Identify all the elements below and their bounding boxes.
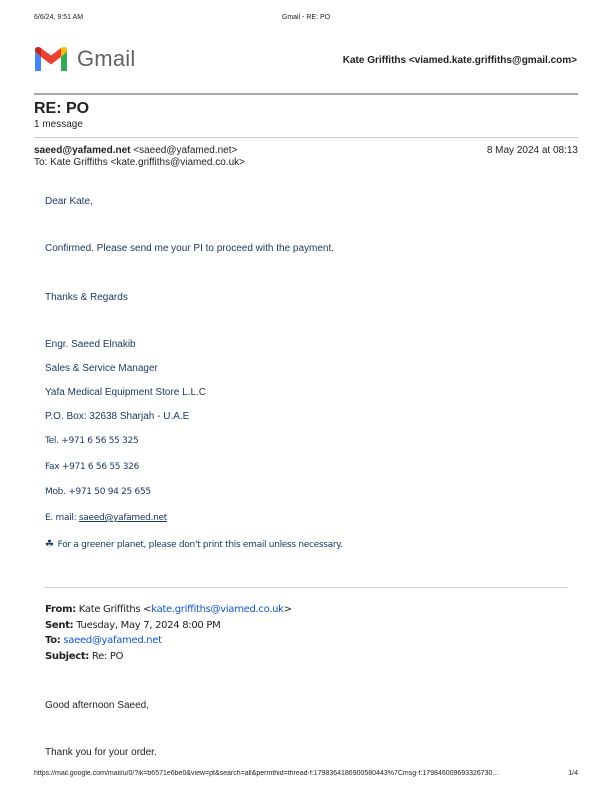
- sender-name: saeed@yafamed.net: [34, 145, 131, 156]
- quoted-sent: [45, 620, 220, 631]
- signature-email-link[interactable]: saeed@yafamed.net: [78, 513, 167, 523]
- signature-email-label: E. mail:: [45, 513, 79, 523]
- gmail-m-logo-icon: [33, 44, 69, 74]
- quoted-divider: [44, 587, 568, 588]
- signature-name: Engr. Saeed Elnakib: [45, 339, 136, 350]
- quoted-sent-value: Tuesday, May 7, 2024 8:00 PM: [73, 620, 221, 631]
- green-note-text: For a greener planet, please don't print this email unless necessary.: [57, 540, 343, 550]
- gmail-wordmark: Gmail: [77, 46, 136, 71]
- quoted-greeting: Good afternoon Saeed,: [45, 700, 149, 711]
- body-closing: Thanks & Regards: [45, 292, 128, 303]
- account-email: Kate Griffiths <viamed.kate.griffiths@gmail.com>: [342, 55, 577, 66]
- quoted-to-label: To:: [45, 635, 61, 646]
- header-divider: [34, 93, 578, 95]
- sender-email: <saeed@yafamed.net>: [133, 145, 238, 156]
- signature-title: Sales & Service Manager: [45, 363, 158, 374]
- quoted-subject: [45, 651, 123, 662]
- signature-mobile: Mob. +971 50 94 25 655: [45, 487, 151, 497]
- print-title: Gmail - RE: PO: [281, 14, 331, 21]
- print-datetime: 6/6/24, 9:51 AM: [34, 14, 84, 21]
- leaf-icon: ☘: [45, 539, 54, 550]
- signature-company: Yafa Medical Equipment Store L.L.C: [45, 387, 207, 398]
- quoted-from-close: >: [283, 604, 292, 615]
- quoted-to-email-link[interactable]: saeed@yafamed.net: [63, 635, 162, 646]
- quoted-subject-label: Subject:: [45, 651, 89, 662]
- quoted-from: [45, 604, 292, 615]
- body-greeting: Dear Kate,: [45, 196, 93, 207]
- signature-po-box: P.O. Box: 32638 Sharjah - U.A.E: [45, 411, 190, 422]
- quoted-to: [45, 635, 162, 646]
- thread-divider: [34, 137, 578, 138]
- print-page-number: 1/4: [568, 770, 578, 777]
- message-to: To: Kate Griffiths <kate.griffiths@viamed.co.uk>: [34, 157, 245, 168]
- body-line: Confirmed. Please send me your PI to proceed with the payment.: [45, 243, 335, 254]
- quoted-from-label: From:: [45, 604, 76, 615]
- quoted-subject-value: Re: PO: [89, 651, 124, 662]
- quoted-from-name: Kate Griffiths <: [75, 604, 152, 615]
- quoted-from-email-link[interactable]: kate.griffiths@viamed.co.uk: [151, 604, 284, 615]
- print-url: https://mail.google.com/mail/u/0/?ik=b6571e6be0&view=pt&search=all&permthid=thread-f:1798364186900580443%7Cmsg-f:179846009693326730…: [34, 770, 500, 777]
- message-from: [34, 145, 237, 156]
- message-count: 1 message: [34, 119, 83, 130]
- quoted-line: Thank you for your order.: [45, 747, 157, 758]
- thread-subject: RE: PO: [34, 100, 90, 117]
- quoted-sent-label: Sent:: [45, 620, 74, 631]
- signature-email: [45, 513, 167, 523]
- message-date: 8 May 2024 at 08:13: [486, 145, 578, 156]
- green-note: [45, 539, 343, 550]
- signature-tel: Tel. +971 6 56 55 325: [45, 436, 139, 446]
- signature-fax: Fax +971 6 56 55 326: [45, 462, 140, 472]
